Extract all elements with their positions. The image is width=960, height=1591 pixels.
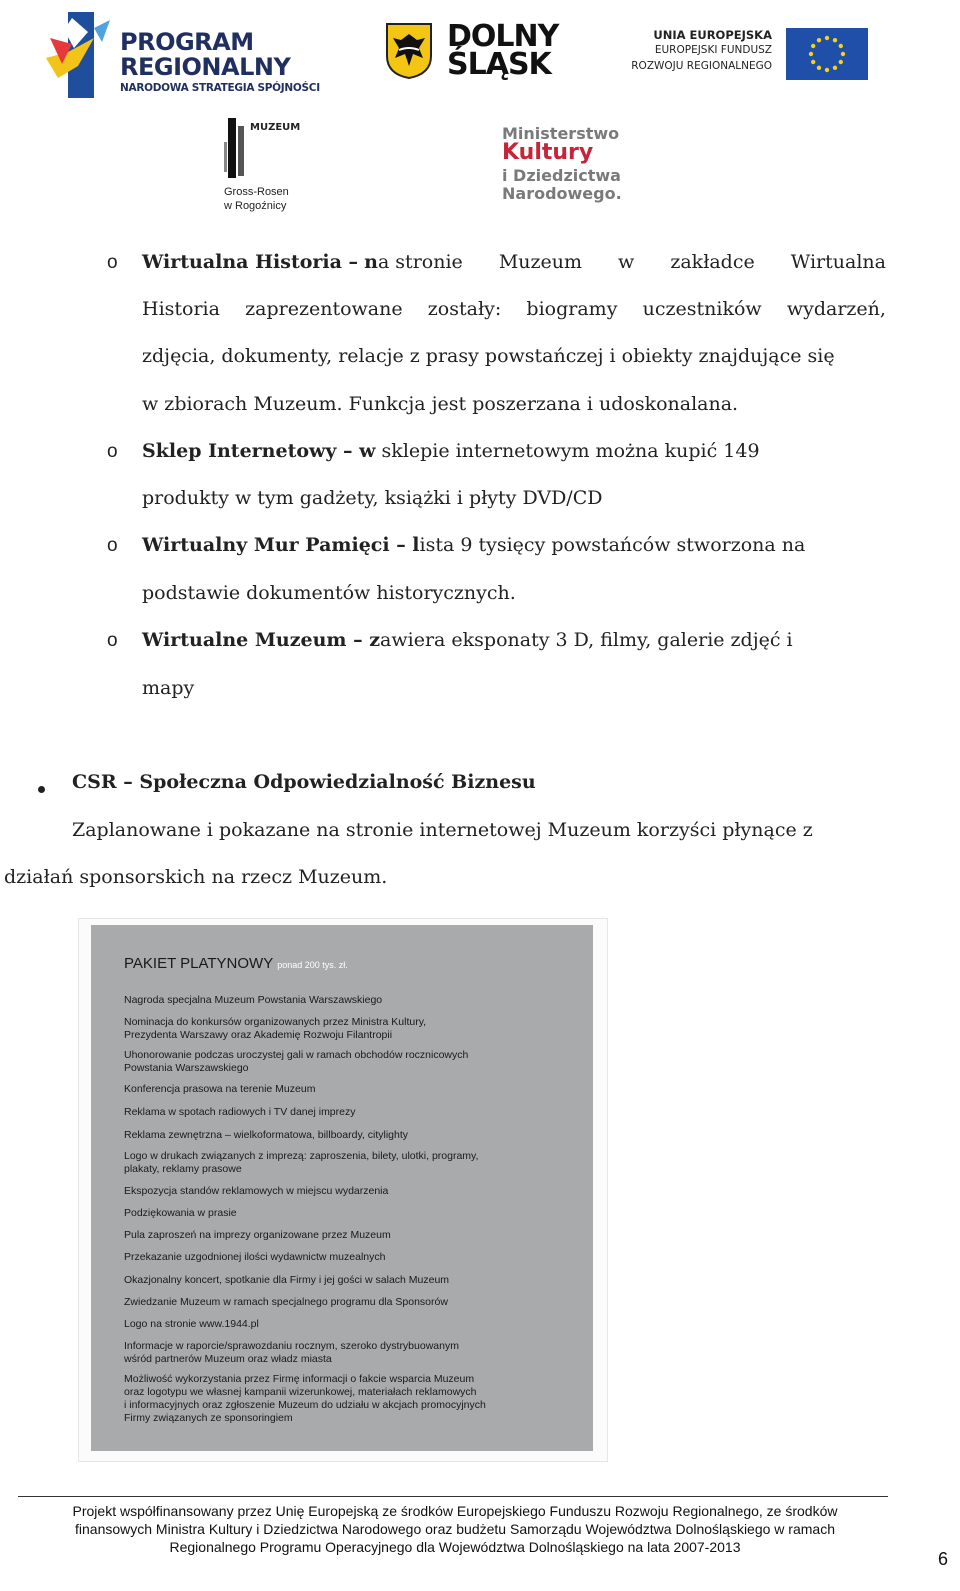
list-bullet: o xyxy=(107,535,118,556)
star-logo-icon xyxy=(38,8,120,100)
program-line3: NARODOWA STRATEGIA SPÓJNOŚCI xyxy=(120,82,320,94)
program-line2: REGIONALNY xyxy=(120,53,291,81)
list-item-line: Wirtualna Historia – na stronie Muzeum w zakładce Wirtualna xyxy=(142,251,886,273)
list-item-line: Wirtualne Muzeum – zawiera eksponaty 3 D, filmy, galerie zdjęć i xyxy=(142,629,793,651)
panel-entry: i informacyjnych oraz zgłoszenie Muzeum do udziału w akcjach promocyjnych xyxy=(124,1399,486,1411)
panel-entry: Konferencja prasowa na terenie Muzeum xyxy=(124,1083,316,1095)
panel-entry: Nominacja do konkursów organizowanych przez Ministra Kultury, xyxy=(124,1016,427,1028)
panel-entry: wśród partnerów Muzeum oraz władz miasta xyxy=(124,1353,332,1365)
eu-line2: EUROPEJSKI FUNDUSZ xyxy=(654,44,772,56)
panel-entry: Powstania Warszawskiego xyxy=(124,1062,249,1074)
list-item-title: Wirtualna Historia – xyxy=(142,251,359,273)
panel-entry: Pula zaproszeń na imprezy organizowane przez Muzeum xyxy=(124,1229,391,1241)
panel-title: PAKIET PLATYNOWY ponad 200 tys. zł. xyxy=(124,955,348,972)
panel-entry: Reklama zewnętrzna – wielkoformatowa, billboardy, citylighty xyxy=(124,1129,409,1141)
gross-rosen-line2: Gross-Rosen xyxy=(224,186,289,198)
csr-text-line2: działań sponsorskich na rzecz Muzeum. xyxy=(4,866,388,888)
panel-entry: Uhonorowanie podczas uroczystej gali w ramach obchodów rocznicowych xyxy=(124,1049,469,1061)
panel-entry: Logo na stronie www.1944.pl xyxy=(124,1318,259,1330)
list-item-line: Historia zaprezentowane zostały: biogramy uczestników wydarzeń, xyxy=(142,298,886,320)
panel-entry: Zwiedzanie Muzeum w ramach specjalnego programu dla Sponsorów xyxy=(124,1296,448,1308)
sponsor-package-panel xyxy=(91,925,593,1451)
bullet-dot-icon xyxy=(38,786,45,793)
panel-entry: oraz logotypu we własnej kampanii wizerunkowej, materiałach reklamowych xyxy=(124,1386,477,1398)
list-bullet: o xyxy=(107,630,118,651)
list-item-title: Wirtualny Mur Pamięci – l xyxy=(142,534,420,556)
footer-rule xyxy=(18,1496,888,1497)
eu-line1: UNIA EUROPEJSKA xyxy=(653,28,772,42)
panel-entry: Prezydenta Warszawy oraz Akademię Rozwoju Filantropii xyxy=(124,1029,393,1041)
list-item-line: podstawie dokumentów historycznych. xyxy=(142,582,516,604)
footer-line3: Regionalnego Programu Operacyjnego dla Województwa Dolnośląskiego na lata 2007-2013 xyxy=(169,1539,741,1555)
dolny-slask-line2: ŚLĄSK xyxy=(447,47,551,82)
panel-entry: Informacje w raporcie/sprawozdaniu rocznym, szeroko dystrybuowanym xyxy=(124,1340,459,1352)
ministerstwo-line4: Narodowego. xyxy=(502,184,622,203)
list-item-line: mapy xyxy=(142,677,195,699)
panel-entry: Możliwość wykorzystania przez Firmę informacji o fakcie wsparcia Muzeum xyxy=(124,1373,475,1385)
list-bullet: o xyxy=(107,252,118,273)
panel-entry: Przekazanie uzgodnionej ilości wydawnictw muzealnych xyxy=(124,1251,386,1263)
panel-entry: Firmy związanych ze sponsoringiem xyxy=(124,1412,293,1424)
gross-rosen-line3: w Rogoźnicy xyxy=(224,200,287,212)
gross-rosen-logo xyxy=(220,112,300,216)
list-item-title: Wirtualne Muzeum – z xyxy=(142,629,381,651)
csr-heading: CSR – Społeczna Odpowiedzialność Biznesu xyxy=(72,771,536,793)
page-number: 6 xyxy=(937,1549,948,1569)
eu-flag-icon xyxy=(786,28,868,80)
panel-entry: Reklama w spotach radiowych i TV danej imprezy xyxy=(124,1106,356,1118)
panel-entry: plakaty, reklamy prasowe xyxy=(124,1163,242,1175)
ministerstwo-line3: i Dziedzictwa xyxy=(502,166,621,185)
panel-entry: Logo w drukach związanych z imprezą: zaproszenia, bilety, ulotki, programy, xyxy=(124,1150,479,1162)
panel-entry: Nagroda specjalna Muzeum Powstania Warszawskiego xyxy=(124,994,383,1006)
ministerstwo-line1: Ministerstwo xyxy=(502,124,620,143)
eu-line3: ROZWOJU REGIONALNEGO xyxy=(631,60,772,72)
eu-logo xyxy=(628,28,868,80)
list-item-line: Wirtualny Mur Pamięci – lista 9 tysięcy powstańców stworzona na xyxy=(142,534,806,556)
panel-entry: Ekspozycja standów reklamowych w miejscu wydarzenia xyxy=(124,1185,389,1197)
footer-line2: finansowych Ministra Kultury i Dziedzictwa Narodowego oraz budżetu Samorządu Województwa Dolnośląskiego w ramach xyxy=(75,1521,835,1537)
dolny-slask-logo xyxy=(385,20,570,86)
dolny-slask-line1: DOLNY xyxy=(447,19,559,54)
program-line1: PROGRAM xyxy=(120,28,254,56)
ministerstwo-line2: Kultury xyxy=(502,140,594,165)
panel-entry: Okazjonalny koncert, spotkanie dla Firmy i jej gości w salach Muzeum xyxy=(124,1274,450,1286)
csr-text-line1: Zaplanowane i pokazane na stronie internetowej Muzeum korzyści płynące z xyxy=(72,819,813,841)
list-item-line: produkty w tym gadżety, książki i płyty DVD/CD xyxy=(142,487,603,509)
gross-rosen-line1: MUZEUM xyxy=(250,122,301,133)
eagle-shield-icon xyxy=(385,22,433,80)
list-bullet: o xyxy=(107,441,118,462)
list-item-line: Sklep Internetowy – w sklepie internetowym można kupić 149 xyxy=(142,440,760,462)
ministerstwo-kultury-logo xyxy=(502,124,662,206)
panel-subtitle: ponad 200 tys. zł. xyxy=(277,960,348,970)
panel-entry: Podziękowania w prasie xyxy=(124,1207,237,1219)
list-item-line: zdjęcia, dokumenty, relacje z prasy powstańczej i obiekty znajdujące się xyxy=(142,345,835,367)
program-regionalny-logo xyxy=(38,8,338,103)
footer-line1: Projekt współfinansowany przez Unię Europejską ze środków Europejskiego Funduszu Rozwoju Regionalnego, ze środków xyxy=(72,1503,838,1519)
list-item-title: Sklep Internetowy – w xyxy=(142,440,376,462)
list-item-line: w zbiorach Muzeum. Funkcja jest poszerzana i udoskonalana. xyxy=(142,393,739,415)
